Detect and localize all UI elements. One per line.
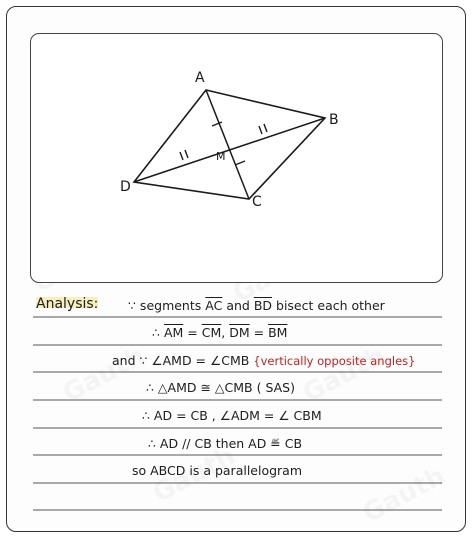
vertex-label-d: D (120, 179, 131, 195)
analysis-line-6: ∴ AD // CB then AD ≝ CB (148, 436, 303, 451)
analysis-line-3: and ∵ ∠AMD = ∠CMB {vertically opposite angles} (112, 353, 416, 368)
angle-reason-note: {vertically opposite angles} (253, 354, 416, 368)
analysis-line-2: ∴ $\overline{AM} = \overline{CM}$, $\overline{DM} = \overline{BM}$ (152, 325, 288, 340)
analysis-line-4: ∴ △AMD ≅ △CMB ( SAS) (146, 380, 295, 395)
vertex-label-a: A (195, 70, 205, 86)
analysis-heading: Analysis: (36, 296, 99, 312)
midpoint-label-m: M (216, 150, 226, 163)
analysis-line-7: so ABCD is a parallelogram (132, 463, 303, 478)
analysis-line-1: ∵ segments $\overline{AC}$ and $\overline{BD}$ bisect each other (128, 298, 385, 313)
vertex-label-c: C (252, 194, 262, 210)
vertex-label-b: B (329, 112, 339, 128)
analysis-line-5: ∴ AD = CB , ∠ADM = ∠ CBM (142, 408, 322, 423)
